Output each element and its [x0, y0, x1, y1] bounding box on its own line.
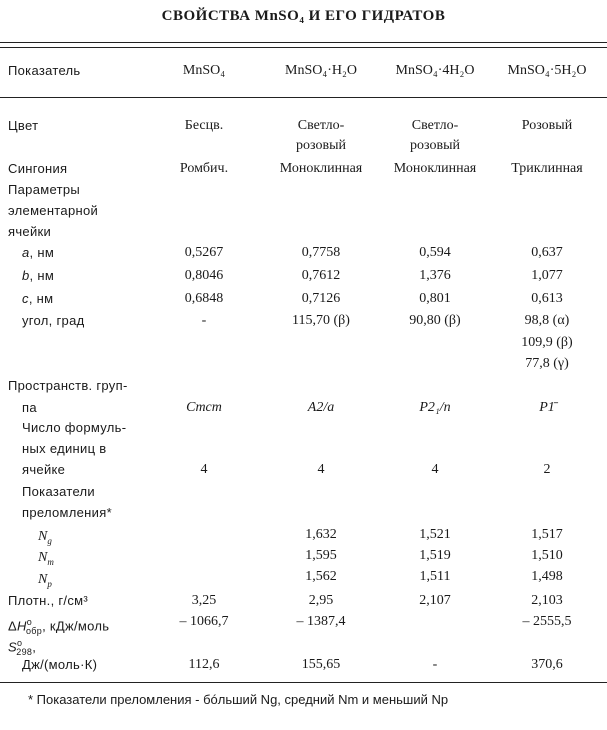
row-params-label-3: ячейки: [8, 224, 52, 239]
header-monohydrate: MnSO₄·H₂O: [285, 63, 357, 78]
row-dh-label: $\Delta H^o_{обр}$, кДж/моль: [8, 617, 110, 636]
row-nm-label: $N_m$: [38, 550, 54, 567]
row-s-label-2: Дж/(моль·К): [22, 657, 98, 672]
cell-density-1: 3,25: [191, 593, 217, 608]
row-space-label-1: Пространств. груп-: [8, 378, 128, 393]
cell-np-4: 1,498: [531, 569, 563, 584]
cell-a-1: 0,5267: [184, 245, 224, 260]
cell-c-1: 0,6848: [184, 291, 224, 306]
header-indicator: Показатель: [8, 63, 81, 78]
cell-s-2: 155,65: [301, 657, 341, 672]
row-s-label-1: $S^o_{298}$,: [8, 638, 37, 657]
cell-angle-2: 115,70 (β): [292, 313, 350, 328]
cell-a-4: 0,637: [531, 245, 563, 260]
row-formula-label-1: Число формуль-: [22, 420, 127, 435]
row-c-label: c, нм: [22, 291, 54, 306]
cell-angle-4c: 77,8 (γ): [525, 356, 569, 371]
cell-b-3: 1,376: [419, 268, 451, 283]
row-formula-label-2: ных единиц в: [22, 441, 107, 456]
table-title: СВОЙСТВА MnSO₄ И ЕГО ГИДРАТОВ: [161, 8, 446, 24]
row-color-label: Цвет: [8, 118, 39, 133]
cell-nm-4: 1,510: [531, 548, 563, 563]
cell-color-3b: розовый: [410, 138, 460, 153]
cell-a-3: 0,594: [419, 245, 451, 260]
row-params-label-2: элементарной: [8, 203, 99, 218]
row-syngony-label: Сингония: [8, 161, 68, 176]
header-mnso4: MnSO₄: [182, 63, 226, 78]
row-ng-label: $N_g$: [38, 529, 52, 546]
cell-dh-2: – 1387,4: [296, 614, 346, 629]
cell-syngony-1: Ромбич.: [179, 161, 229, 176]
cell-syngony-2: Моноклинная: [279, 161, 363, 176]
cell-c-3: 0,801: [419, 291, 451, 306]
header-rule: [0, 97, 607, 98]
cell-b-1: 0,8046: [184, 268, 224, 283]
cell-ng-2: 1,632: [305, 527, 337, 542]
cell-formula-2: 4: [317, 462, 325, 477]
cell-density-4: 2,103: [531, 593, 563, 608]
cell-dh-1: – 1066,7: [179, 614, 229, 629]
cell-b-2: 0,7612: [301, 268, 341, 283]
header-pentahydrate: MnSO₄·5H₂O: [507, 63, 587, 78]
cell-a-2: 0,7758: [301, 245, 341, 260]
cell-s-1: 112,6: [188, 657, 220, 672]
cell-c-2: 0,7126: [301, 291, 341, 306]
cell-angle-3: 90,80 (β): [409, 313, 461, 328]
cell-space-2: A2/a: [307, 400, 335, 415]
cell-color-4: Розовый: [521, 118, 573, 133]
cell-syngony-3: Моноклинная: [393, 161, 477, 176]
cell-color-2b: розовый: [296, 138, 346, 153]
cell-color-3: Светло-: [411, 118, 459, 133]
cell-s-3: -: [432, 657, 438, 672]
cell-b-4: 1,077: [531, 268, 563, 283]
bottom-rule: [0, 682, 607, 683]
cell-nm-2: 1,595: [305, 548, 337, 563]
cell-ng-3: 1,521: [419, 527, 451, 542]
cell-angle-1: -: [201, 313, 207, 328]
row-refr-label-1: Показатели: [22, 484, 95, 499]
cell-density-2: 2,95: [308, 593, 334, 608]
row-angle-label: угол, град: [22, 313, 85, 328]
row-np-label: $N_p$: [38, 572, 52, 589]
cell-formula-4: 2: [543, 462, 551, 477]
row-a-label: a, нм: [22, 245, 55, 260]
row-formula-label-3: ячейке: [22, 462, 66, 477]
row-params-label-1: Параметры: [8, 182, 80, 197]
cell-color-2: Светло-: [297, 118, 345, 133]
cell-np-2: 1,562: [305, 569, 337, 584]
cell-nm-3: 1,519: [419, 548, 451, 563]
top-rule-double: [0, 47, 607, 48]
cell-space-1: Cmcm: [186, 400, 222, 415]
cell-syngony-4: Триклинная: [511, 161, 583, 176]
footnote: * Показатели преломления - бóльший Ng, средний Nm и меньший Np: [28, 692, 449, 707]
row-density-label: Плотн., г/см³: [8, 593, 89, 608]
cell-space-3: P2₁/n: [419, 400, 451, 415]
cell-ng-4: 1,517: [531, 527, 563, 542]
cell-angle-4: 98,8 (α): [524, 313, 570, 328]
top-rule: [0, 42, 607, 43]
cell-density-3: 2,107: [419, 593, 451, 608]
row-b-label: b, нм: [22, 268, 55, 283]
row-refr-label-2: преломления*: [22, 505, 112, 520]
header-tetrahydrate: MnSO₄·4H₂O: [395, 63, 475, 78]
cell-c-4: 0,613: [531, 291, 563, 306]
cell-np-3: 1,511: [419, 569, 451, 584]
row-space-label-2: па: [22, 400, 37, 415]
cell-dh-4: – 2555,5: [522, 614, 572, 629]
cell-color-1: Бесцв.: [184, 118, 224, 133]
cell-formula-1: 4: [200, 462, 208, 477]
cell-s-4: 370,6: [531, 657, 563, 672]
cell-formula-3: 4: [431, 462, 439, 477]
cell-angle-4b: 109,9 (β): [521, 335, 573, 350]
cell-space-4: P1̄: [539, 400, 555, 415]
